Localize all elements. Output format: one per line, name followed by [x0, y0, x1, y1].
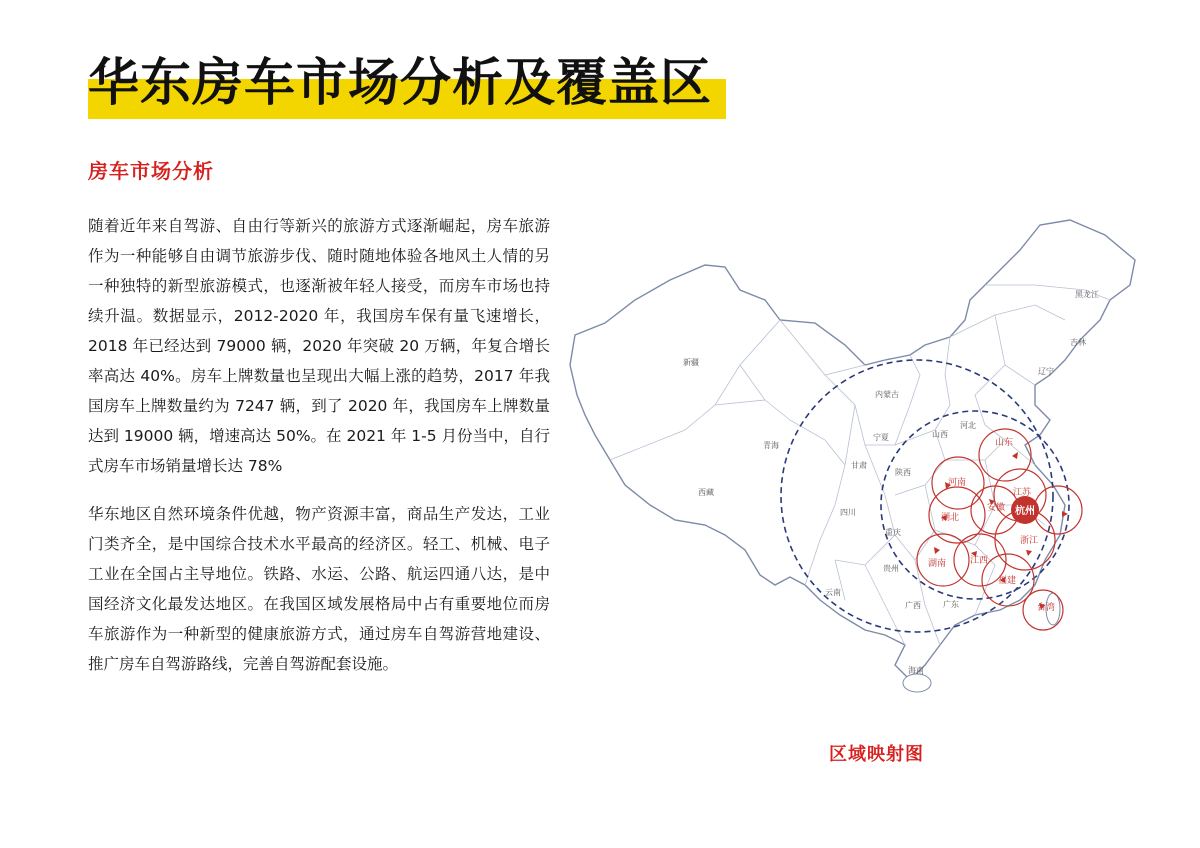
- label-zhejiang: 浙江: [1020, 536, 1039, 546]
- label-gansu: 甘肃: [851, 461, 867, 470]
- label-guangxi: 广西: [905, 601, 921, 610]
- hangzhou-hub: [1011, 496, 1039, 524]
- label-shanxi: 山西: [932, 430, 948, 439]
- label-hunan: 湖南: [928, 559, 947, 569]
- label-guangdong: 广东: [943, 600, 959, 609]
- label-hainan: 海南: [908, 666, 924, 675]
- label-chongqing: 重庆: [885, 528, 901, 537]
- label-jiangxi: 江西: [970, 556, 989, 566]
- label-henan: 河南: [948, 478, 967, 488]
- hainan-island: [903, 674, 931, 692]
- label-yunnan: 云南: [825, 588, 841, 597]
- label-anhui: 安徽: [987, 503, 1006, 513]
- label-qinghai: 青海: [763, 441, 779, 450]
- label-hebei: 河北: [960, 421, 976, 430]
- label-taiwan: 台湾: [1037, 603, 1056, 613]
- label-liaoning: 辽宁: [1038, 367, 1054, 376]
- label-jiangsu: 江苏: [1013, 488, 1032, 498]
- paragraph-market: 随着近年来自驾游、自由行等新兴的旅游方式逐渐崛起，房车旅游作为一种能够自由调节旅游步伐、随时随地体验各地风土人情的另一种独特的新型旅游模式，也逐渐被年轻人接受，而房车市场也持续升温。数据显示，2012-2020 年，我国房车保有量飞速增长，2018 年已经达到 79000 辆，2020 年突破 20 万辆，年复合增长率高达 40%。房车上牌数量也呈现出大幅上涨的趋势，2017 年我国房车上牌数量约为 7247 辆，到了 2020 年，我国房车上牌数量达到 19000 辆，增速高达 50%。在 2021 年 1-5 月份当中，自行式房车市场销量增长达 78%: [88, 217, 551, 475]
- label-jilin: 吉林: [1070, 338, 1086, 347]
- label-ningxia: 宁夏: [873, 433, 889, 442]
- paragraph-east-china: 华东地区自然环境条件优越，物产资源丰富，商品生产发达，工业门类齐全，是中国综合技术水平最高的经济区。轻工、机械、电子工业在全国占主导地位。铁路、水运、公路、航运四通八达，是中国经济文化最发达地区。在我国区域发展格局中占有重要地位而房车旅游作为一种新型的健康旅游方式，通过房车自驾游营地建设、推广房车自驾游路线，完善自驾游配套设施。: [88, 505, 550, 673]
- label-sichuan: 四川: [840, 508, 856, 517]
- page-title: 华东房车市场分析及覆盖区: [88, 54, 713, 113]
- hangzhou-label: 杭州: [1015, 506, 1035, 517]
- china-region-map: [565, 205, 1150, 700]
- section-subtitle: 房车市场分析: [88, 159, 214, 183]
- label-shandong: 山东: [995, 438, 1014, 448]
- label-hubei: 湖北: [941, 513, 960, 523]
- map-caption: 区域映射图: [829, 744, 924, 765]
- label-guizhou: 贵州: [883, 564, 899, 573]
- label-shaanxi: 陕西: [895, 468, 911, 477]
- label-fujian: 福建: [998, 576, 1017, 586]
- label-heilongjiang: 黑龙江: [1075, 290, 1099, 299]
- title-block: [88, 52, 712, 122]
- label-neimenggu: 内蒙古: [875, 390, 899, 399]
- label-xizang: 西藏: [698, 488, 714, 497]
- label-xinjiang: 新疆: [683, 358, 699, 367]
